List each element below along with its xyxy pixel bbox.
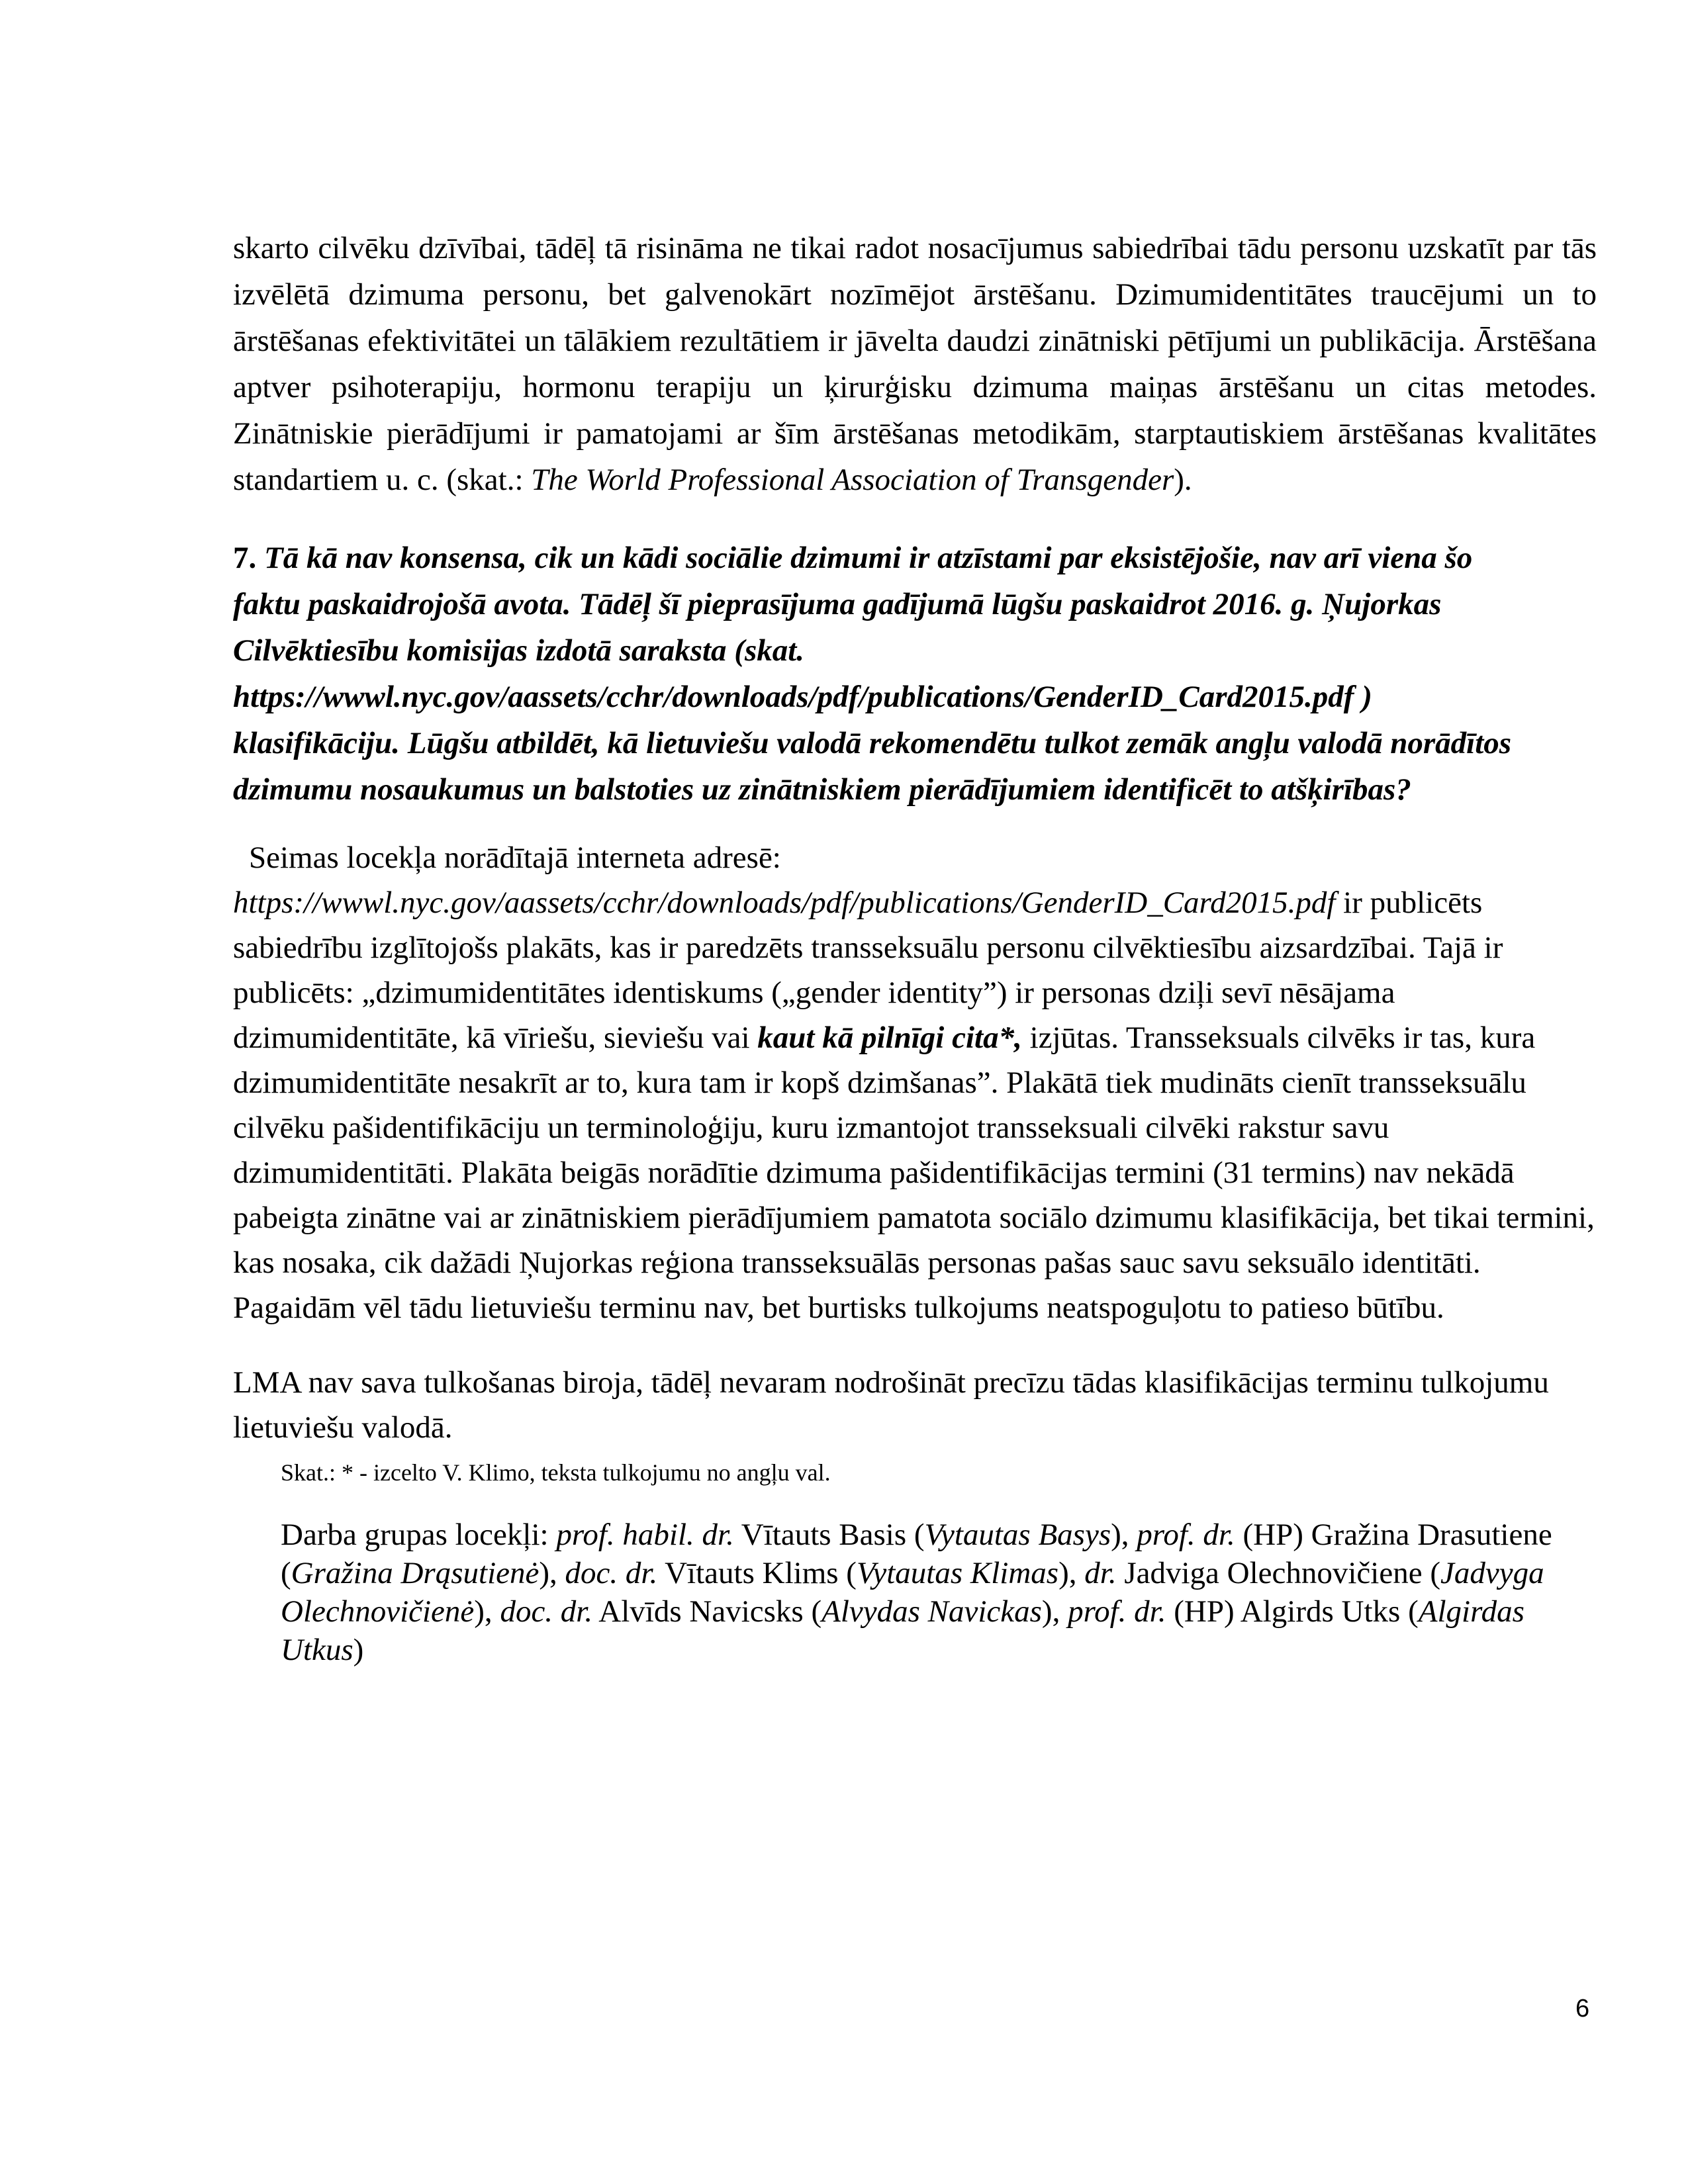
member-text: (HP) Gražina Drasutiene ( xyxy=(281,1518,1552,1590)
answer-emphasis: kaut kā pilnīgi cita*, xyxy=(757,1021,1022,1055)
answer-intro: Seimas locekļa norādītajā interneta adresē: xyxy=(249,841,781,875)
page-number: 6 xyxy=(1575,1995,1590,2023)
member-text: Jadviga Olechnovičiene ( xyxy=(1116,1556,1440,1590)
member-title-or-name-italic: Jadvyga Olechnovičienė xyxy=(281,1556,1544,1629)
member-title-or-name-italic: dr. xyxy=(1084,1556,1117,1590)
answer-text-a: ir publicēts sabiedrību izglītojošs plakāts, kas ir paredzēts transseksuālu personu cilvēktiesību aizsardzībai. Tajā ir publicēts: „dzimumidentitātes identiskums („gender identity”) ir personas dziļi sevī nēsājama dzimumidentitāte, kā vīriešu, sieviešu vai xyxy=(233,886,1503,1055)
member-title-or-name-italic: doc. dr. xyxy=(565,1556,658,1590)
question-7-number: 7. xyxy=(233,541,257,575)
member-text: (HP) Algirds Utks ( xyxy=(1166,1594,1419,1629)
member-title-or-name-italic: Alvydas Navickas xyxy=(821,1594,1042,1629)
question-7-line-3: Cilvēktiesību komisijas izdotā saraksta (skat. xyxy=(233,633,805,668)
member-text: ), xyxy=(1058,1556,1085,1590)
lma-paragraph: LMA nav sava tulkošanas biroja, tādēļ nevaram nodrošināt precīzu tādas klasifikācijas terminu tulkojumu lietuviešu valodā. xyxy=(233,1365,1549,1445)
member-title-or-name-italic: Vytautas Klimas xyxy=(856,1556,1059,1590)
member-title-or-name-italic: prof. dr. xyxy=(1068,1594,1166,1629)
member-text: Vītauts Klims ( xyxy=(657,1556,857,1590)
member-title-or-name-italic: Gražina Drąsutienė xyxy=(291,1556,539,1590)
member-title-or-name-italic: Algirdas Utkus xyxy=(281,1594,1524,1667)
members-label: Darba grupas locekļi: xyxy=(281,1518,557,1552)
question-7-line-2: faktu paskaidrojošā avota. Tādēļ šī pieprasījuma gadījumā lūgšu paskaidrot 2016. g. Ņujorkas xyxy=(233,587,1442,621)
answer-paragraph xyxy=(233,835,1597,1338)
question-7-line-5: klasifikāciju. Lūgšu atbildēt, kā lietuviešu valodā rekomendētu tulkot zemāk angļu valodā norādītos xyxy=(233,726,1512,760)
member-title-or-name-italic: prof. dr. xyxy=(1137,1518,1235,1552)
question-7 xyxy=(233,535,1597,813)
footnote: Skat.: * - izcelto V. Klimo, teksta tulkojumu no angļu val. xyxy=(281,1459,831,1486)
member-title-or-name-italic: prof. habil. dr. xyxy=(556,1518,734,1552)
wpath-reference: The World Professional Association of Transgender xyxy=(531,463,1174,497)
paragraph-treatment-text: skarto cilvēku dzīvībai, tādēļ tā risināma ne tikai radot nosacījumus sabiedrībai tādu personu uzskatīt par tās izvēlētā dzimuma personu, bet galvenokārt nozīmējot ārstēšanu. Dzimumidentitātes traucējumi un to ārstēšanas efektivitātei un tālākiem rezultātiem ir jāvelta daudzi zinātniski pētījumi un publikācija. Ārstēšana aptver psihoterapiju, hormonu terapiju un ķirurģisku dzimuma maiņas ārstēšanu un citas metodes. Zinātniskie pierādījumi ir pamatojami ar šīm ārstēšanas metodikām, starptautiskiem ārstēšanas kvalitātes standartiem u. c. (skat.: xyxy=(233,231,1597,497)
answer-text-b: izjūtas. Transseksuals cilvēks ir tas, kura dzimumidentitāte nesakrīt ar to, kura tam ir kopš dzimšanas”. Plakātā tiek mudināts cienīt transseksuālu cilvēku pašidentifikāciju un terminoloģiju, kuru izmantojot transseksuali cilvēki rakstur savu dzimumidentitāti. Plakāta beigās norādītie dzimuma pašidentifikācijas termini (31 termins) nav nekādā pabeigta zinātne vai ar zinātniskiem pierādījumiem pamatota sociālo dzimumu klasifikācija, bet tikai termini, kas nosaka, cik dažādi Ņujorkas reģiona transseksuālās personas pašas sauc savu seksuālo identitāti. Pagaidām vēl tādu lietuviešu terminu nav, bet burtisks tulkojums neatspoguļotu to patieso būtību. xyxy=(233,1021,1595,1325)
member-title-or-name-italic: doc. dr. xyxy=(500,1594,593,1629)
question-7-line-1: 7. Tā kā nav konsensa, cik un kādi sociālie dzimumi ir atzīstami par eksistējošie, nav arī viena šo xyxy=(233,541,1473,575)
member-text: ), xyxy=(1111,1518,1137,1552)
member-text: ) xyxy=(353,1633,364,1667)
answer-url: https://wwwl.nyc.gov/aassets/cchr/downloads/pdf/publications/GenderID_Card2015.pdf xyxy=(233,886,1336,920)
member-title-or-name-italic: Vytautas Basys xyxy=(924,1518,1111,1552)
paragraph-treatment xyxy=(233,225,1597,503)
working-group-members xyxy=(281,1516,1598,1669)
paragraph-treatment-closing: ). xyxy=(1174,463,1192,497)
member-text: Vītauts Basis ( xyxy=(733,1518,925,1552)
member-text: ), xyxy=(1041,1594,1068,1629)
question-7-url-line: https://wwwl.nyc.gov/aassets/cchr/downloads/pdf/publications/GenderID_Card2015.pdf ) xyxy=(233,680,1372,714)
member-text: ), xyxy=(539,1556,565,1590)
member-text: ), xyxy=(474,1594,500,1629)
member-text: Alvīds Navicsks ( xyxy=(592,1594,822,1629)
question-7-line-6: dzimumu nosaukumus un balstoties uz zinātniskiem pierādījumiem identificēt to atšķirības? xyxy=(233,772,1411,807)
